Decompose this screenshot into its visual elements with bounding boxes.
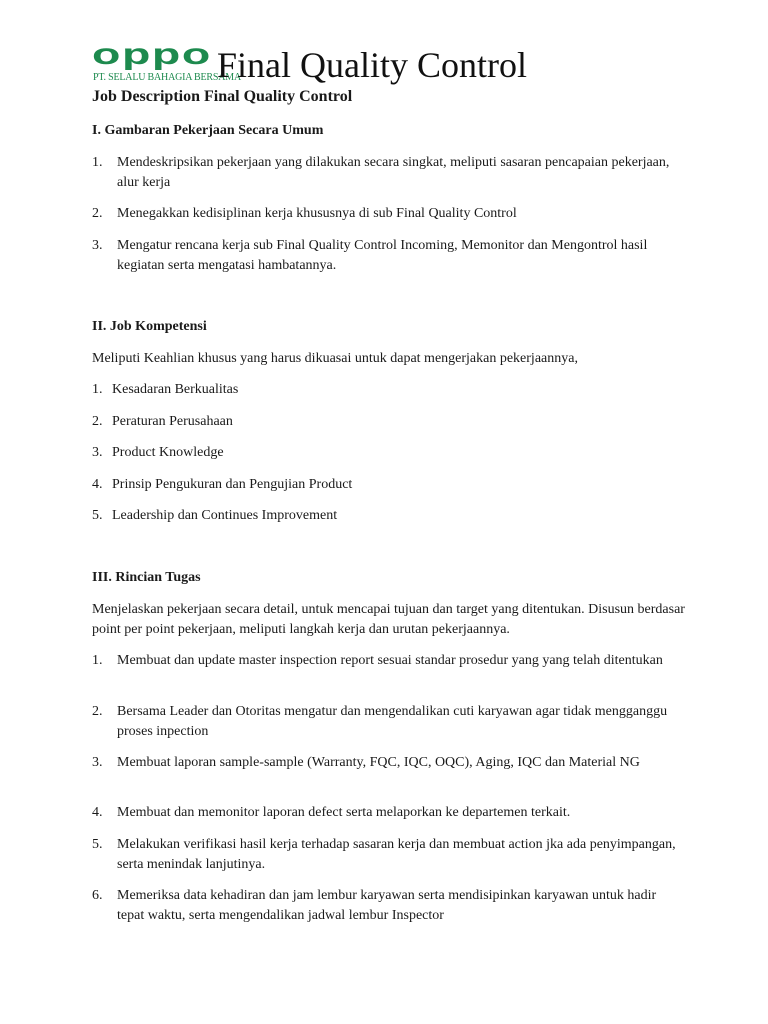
item-text: Memeriksa data kehadiran dan jam lembur karyawan serta mendisipinkan karyawan untuk hadir tepat waktu, serta mengendalikan jadwal lembur Inspector [117,888,657,923]
item-text: Kesadaran Berkualitas [112,382,239,397]
section-2-heading: II. Job Kompetensi [92,319,207,334]
item-number: 3. [92,238,103,253]
section-3-intro: Menjelaskan pekerjaan secara detail, untuk mencapai tujuan dan target yang ditentukan. Disusun berdasar point per point pekerjaan, meliputi langkah kerja dan urutan pekerjaannya. [92,602,685,637]
logo-wordmark: oppo [92,38,212,71]
section-2-intro: Meliputi Keahlian khusus yang harus dikuasai untuk dapat mengerjakan pekerjaannya, [92,351,578,366]
item-number: 5. [92,508,103,523]
item-text: Melakukan verifikasi hasil kerja terhadap sasaran kerja dan membuat action jka ada penyimpangan, serta menindak lanjutinya. [117,837,676,872]
competency-item-3 [92,443,224,463]
competency-item-2 [92,412,233,432]
competency-item-4 [92,475,352,495]
oppo-logo [92,38,241,86]
item-number: 2. [92,414,103,429]
item-number: 3. [92,445,103,460]
item-text: Menegakkan kedisiplinan kerja khususnya di sub Final Quality Control [117,206,517,221]
item-number: 2. [92,704,103,719]
job-description-title: Job Description Final Quality Control [92,88,353,105]
item-text: Mendeskripsikan pekerjaan yang dilakukan secara singkat, meliputi sasaran pencapaian pekerjaan, alur kerja [117,155,670,190]
item-number: 6. [92,888,103,903]
competency-item-1 [92,380,238,400]
item-number: 1. [92,382,103,397]
item-number: 1. [92,155,103,170]
section-3-heading: III. Rincian Tugas [92,570,201,585]
document-header [92,38,732,88]
document-title: Final Quality Control [217,45,527,85]
item-text: Bersama Leader dan Otoritas mengatur dan mengendalikan cuti karyawan agar tidak mengganggu proses inpection [117,704,668,739]
item-text: Leadership dan Continues Improvement [112,508,338,523]
item-number: 1. [92,653,103,668]
item-text: Membuat laporan sample-sample (Warranty, FQC, IQC, OQC), Aging, IQC dan Material NG [117,755,640,770]
item-text: Membuat dan update master inspection report sesuai standar prosedur yang yang telah ditentukan [117,653,663,668]
item-number: 4. [92,477,103,492]
item-text: Membuat dan memonitor laporan defect serta melaporkan ke departemen terkait. [117,805,571,820]
item-number: 3. [92,755,103,770]
item-text: Peraturan Perusahaan [112,414,233,429]
logo-company-name: PT. SELALU BAHAGIA BERSAMA [93,72,241,83]
section-1-heading: I. Gambaran Pekerjaan Secara Umum [92,123,324,138]
competency-item-5 [92,506,337,526]
item-text: Mengatur rencana kerja sub Final Quality Control Incoming, Memonitor dan Mengontrol hasil kegiatan serta mengatasi hambatannya. [117,238,648,273]
item-text: Product Knowledge [112,445,224,460]
item-text: Prinsip Pengukuran dan Pengujian Product [112,477,353,492]
item-number: 5. [92,837,103,852]
item-number: 4. [92,805,103,820]
item-number: 2. [92,206,103,221]
